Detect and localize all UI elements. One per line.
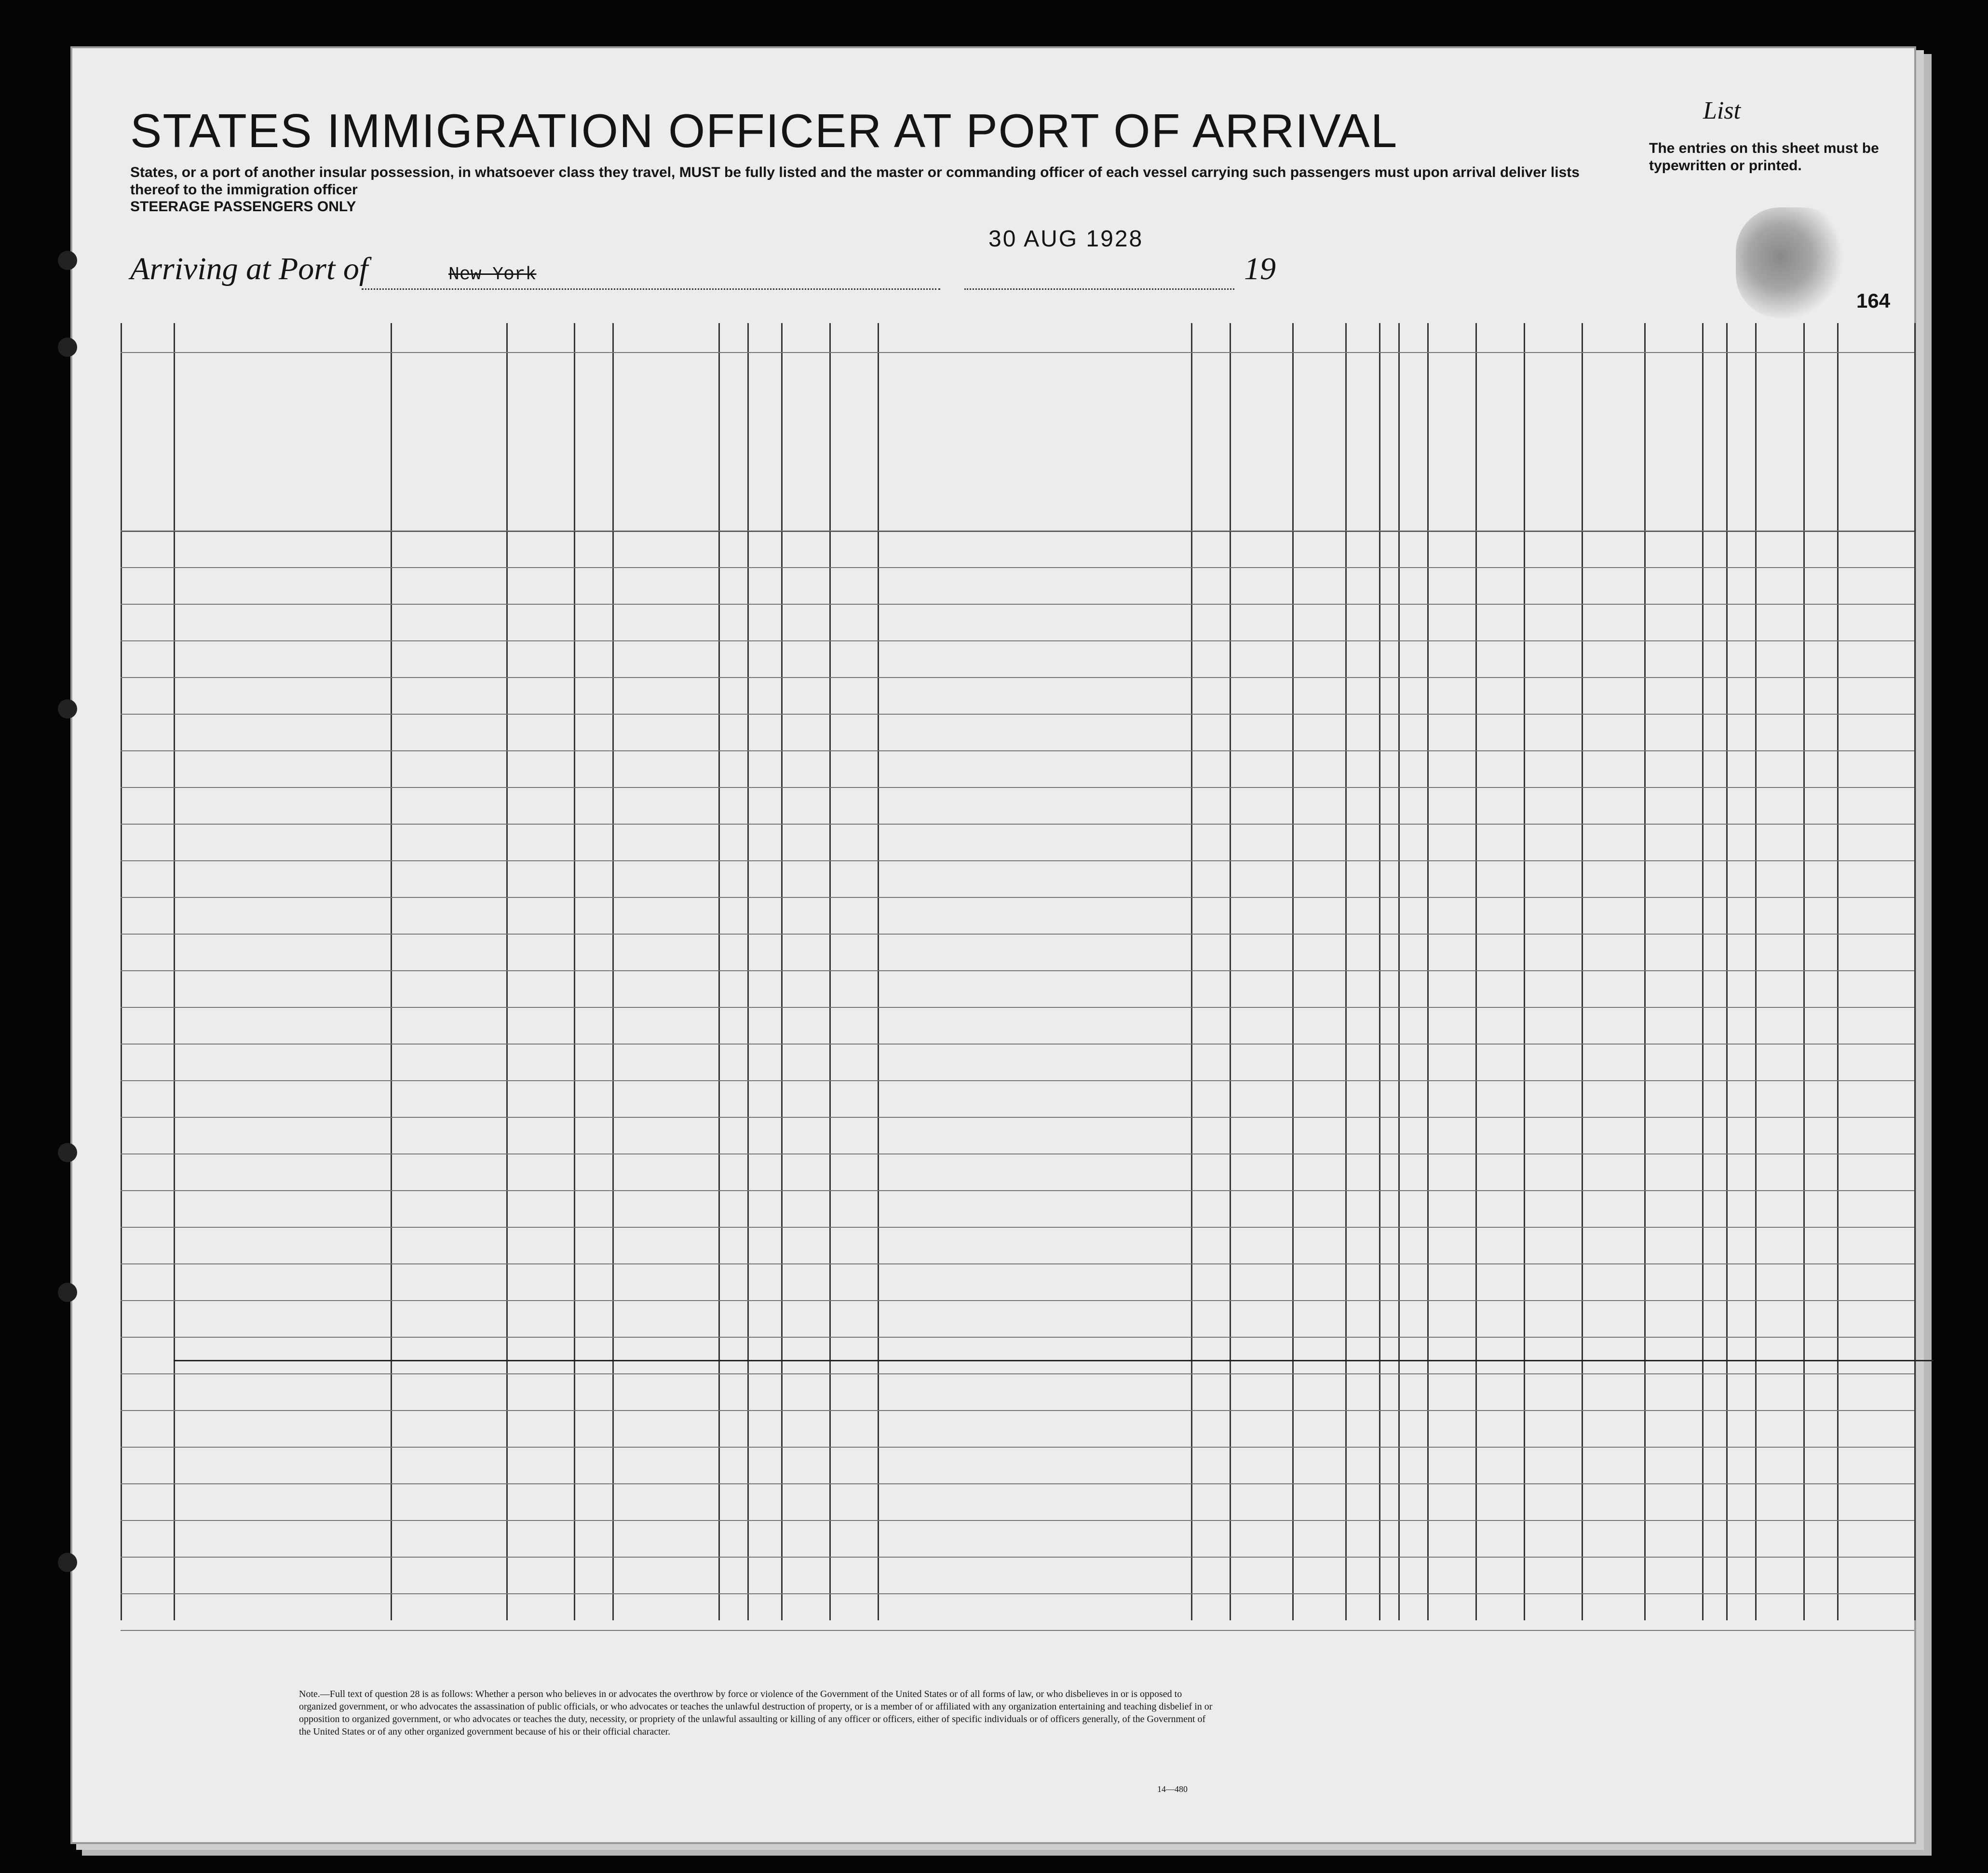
year-prefix: 19 (1244, 251, 1276, 286)
column-rule (506, 323, 508, 1620)
column-rule (574, 323, 575, 1620)
column-rule (1837, 323, 1839, 1620)
binder-hole (58, 1143, 77, 1162)
list-label: List (1703, 97, 1741, 124)
column-rule (1475, 323, 1477, 1620)
binder-hole (58, 251, 77, 270)
row-rule (121, 1263, 1914, 1264)
column-rule (781, 323, 783, 1620)
row-rule (121, 1190, 1914, 1191)
column-rule (718, 323, 720, 1620)
row-rule (121, 1593, 1914, 1594)
column-rule (1379, 323, 1380, 1620)
column-rule (1345, 323, 1347, 1620)
binder-hole (58, 1283, 77, 1302)
row-rule (121, 824, 1914, 825)
row-rule (121, 677, 1914, 678)
form-number: 14—480 (1157, 1784, 1188, 1794)
column-rule (1191, 323, 1192, 1620)
port-line (362, 288, 940, 290)
row-rule (121, 1557, 1914, 1558)
row-rule (121, 714, 1914, 715)
row-rule (121, 1483, 1914, 1484)
row-rule (121, 1630, 1914, 1631)
page-number: 164 (1856, 289, 1891, 312)
binder-hole (58, 338, 77, 357)
strike-line (174, 1360, 1934, 1361)
column-rule (1398, 323, 1400, 1620)
row-rule (121, 750, 1914, 751)
typewritten-instruction: The entries on this sheet must be typewritten or printed. (1649, 140, 1879, 174)
column-rule (1524, 323, 1525, 1620)
row-rule (121, 1337, 1914, 1338)
footnote: Note.—Full text of question 28 is as follows: Whether a person who believes in or advocates the overthrow by force or violence of the Government of the United States or of all forms of law, or who disbelieves in or is opposed to organized government, or who advocates the assassination of public officials, or who advocates or teaches the unlawful destruction of property, or is a member of or affiliated with any organization entertaining and teaching disbelief in or opposition to organized government, or who advocates or teaches the duty, necessity, or propriety of the unlawful assaulting or killing of any officer or officers, either of specific individuals or of officers generally, of the Government of the United States or of any other organized government because of his or their official character. (299, 1689, 1213, 1737)
binder-hole (58, 1553, 77, 1572)
row-rule (121, 1520, 1914, 1521)
column-rule (1230, 323, 1231, 1620)
column-rule (1914, 323, 1916, 1620)
column-rule (1702, 323, 1704, 1620)
row-rule (121, 934, 1914, 935)
port-of-arrival: New York (448, 264, 537, 285)
column-rule (1644, 323, 1646, 1620)
row-rule (121, 897, 1914, 898)
column-rule (612, 323, 614, 1620)
column-rule (1582, 323, 1583, 1620)
page-title: STATES IMMIGRATION OFFICER AT PORT OF ARRIVAL (130, 104, 1398, 157)
column-rule (1755, 323, 1757, 1620)
row-rule (121, 1300, 1914, 1301)
column-rule (1803, 323, 1805, 1620)
row-rule (121, 970, 1914, 971)
column-rule (1427, 323, 1429, 1620)
column-rule (174, 323, 175, 1620)
column-rule (121, 323, 122, 1620)
row-rule (121, 1227, 1914, 1228)
row-rule (121, 604, 1914, 605)
column-rule (1726, 323, 1728, 1620)
date-stamp: 30 AUG 1928 (988, 226, 1144, 252)
binder-hole (58, 699, 77, 719)
row-rule (121, 860, 1914, 861)
row-rule (121, 1044, 1914, 1045)
column-rule (1292, 323, 1294, 1620)
row-rule (121, 787, 1914, 788)
row-rule (121, 1410, 1914, 1411)
row-rule (121, 1447, 1914, 1448)
row-rule (121, 567, 1914, 568)
row-rule (121, 530, 1914, 531)
column-rule (747, 323, 749, 1620)
column-rule (829, 323, 831, 1620)
date-line (964, 288, 1234, 290)
column-rule (391, 323, 392, 1620)
row-rule (121, 1007, 1914, 1008)
row-rule (121, 640, 1914, 641)
subtitle: States, or a port of another insular possession, in whatsoever class they travel, MUST be fully listed and the master or commanding officer of each vessel carrying such passengers must upon arrival deliver lists thereof to the immigration officer (130, 164, 1580, 198)
row-rule (121, 1373, 1914, 1374)
row-rule (121, 1117, 1914, 1118)
row-rule (121, 1080, 1914, 1081)
passenger-class: STEERAGE PASSENGERS ONLY (130, 199, 356, 215)
ink-stamp-mark (1736, 207, 1847, 318)
header-rule (121, 352, 1914, 353)
manifest-sheet (72, 48, 1914, 1842)
arriving-label: Arriving at Port of (130, 251, 368, 286)
column-rule (878, 323, 879, 1620)
